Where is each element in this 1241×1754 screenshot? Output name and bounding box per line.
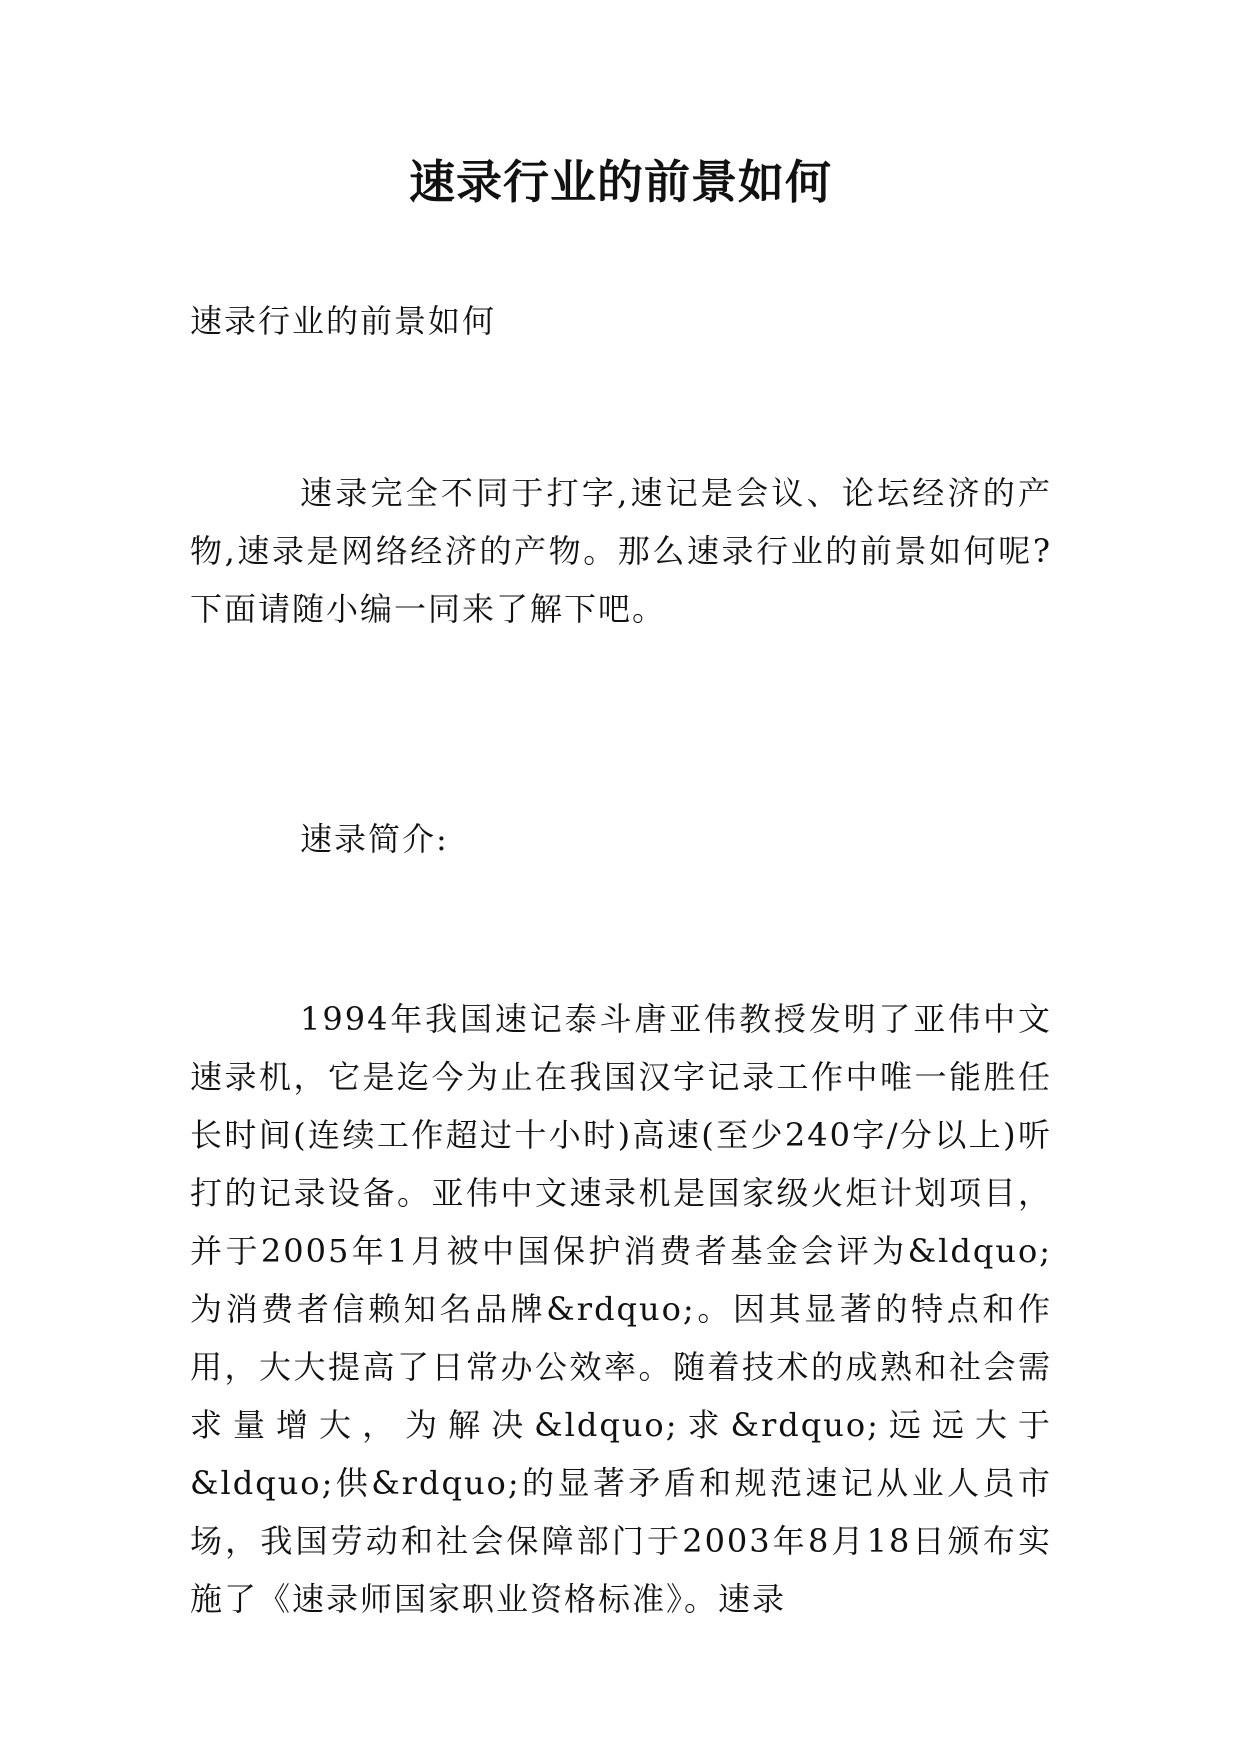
document-title: 速录行业的前景如何 bbox=[409, 155, 832, 209]
document-subtitle: 速录行业的前景如何 bbox=[190, 302, 497, 340]
paragraph-heading-intro: 速录简介: bbox=[300, 820, 449, 858]
paragraph-intro: 速录完全不同于打字,速记是会议、论坛经济的产物,速录是网络经济的产物。那么速录行业的前景如何呢?下面请随小编一同来了解下吧。 bbox=[190, 474, 1052, 628]
paragraph-history: 1994年我国速记泰斗唐亚伟教授发明了亚伟中文速录机，它是迄今为止在我国汉字记录工作中唯一能胜任长时间(连续工作超过十小时)高速(至少240字/分以上)听打的记录设备。亚伟中文速录机是国家级火炬计划项目，并于2005年1月被中国保护消费者基金会评为&ldquo;为消费者信赖知名品牌&rdquo;。因其显著的特点和作用，大大提高了日常办公效率。随着技术的成熟和社会需求量增大，为解决&ldquo;求&rdquo;远远大于&ldquo;供&rdquo;的显著矛盾和规范速记从业人员市场，我国劳动和社会保障部门于2003年8月18日颁布实施了《速录师国家职业资格标准》。速录 bbox=[190, 1000, 1052, 1618]
